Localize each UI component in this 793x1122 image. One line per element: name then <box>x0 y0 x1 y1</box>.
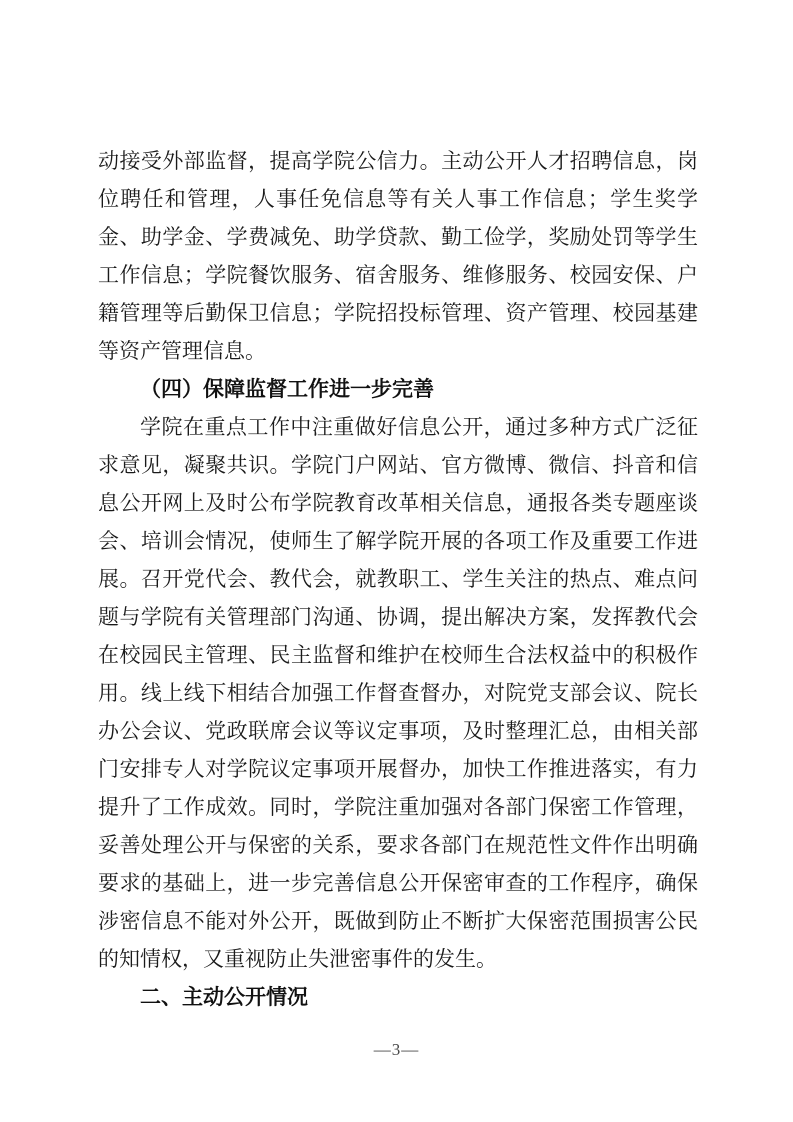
page-number: —3— <box>373 1040 420 1059</box>
section-heading-part2: 二、主动公开情况 <box>140 985 308 1009</box>
document-body <box>98 142 698 1016</box>
body-paragraph-section4: 学院在重点工作中注重做好信息公开，通过多种方式广泛征求意见，凝聚共识。学院门户网站、官方微博、微信、抖音和信息公开网上及时公布学院教育改革相关信息，通报各类专题座谈会、培训会情况，使师生了解学院开展的各项工作及重要工作进展。召开党代会、教代会，就教职工、学生关注的热点、难点问题与学院有关管理部门沟通、协调，提出解决方案，发挥教代会在校园民主管理、民主监督和维护在校师生合法权益中的积极作用。线上线下相结合加强工作督查督办，对院党支部会议、院长办公会议、党政联席会议等议定事项，及时整理汇总，由相关部门安排专人对学院议定事项开展督办，加快工作推进落实，有力提升了工作成效。同时，学院注重加强对各部门保密工作管理，妥善处理公开与保密的关系，要求各部门在规范性文件作出明确要求的基础上，进一步完善信息公开保密审查的工作程序，确保涉密信息不能对外公开，既做到防止不断扩大保密范围损害公民的知情权，又重视防止失泄密事件的发生。 <box>98 415 698 971</box>
section-heading-4: （四）保障监督工作进一步完善 <box>140 377 434 401</box>
body-paragraph-continuation: 动接受外部监督，提高学院公信力。主动公开人才招聘信息，岗位聘任和管理，人事任免信息等有关人事工作信息；学生奖学金、助学金、学费减免、助学贷款、勤工俭学，奖励处罚等学生工作信息；学院餐饮服务、宿舍服务、维修服务、校园安保、户籍管理等后勤保卫信息；学院招投标管理、资产管理、校园基建等资产管理信息。 <box>98 149 698 363</box>
